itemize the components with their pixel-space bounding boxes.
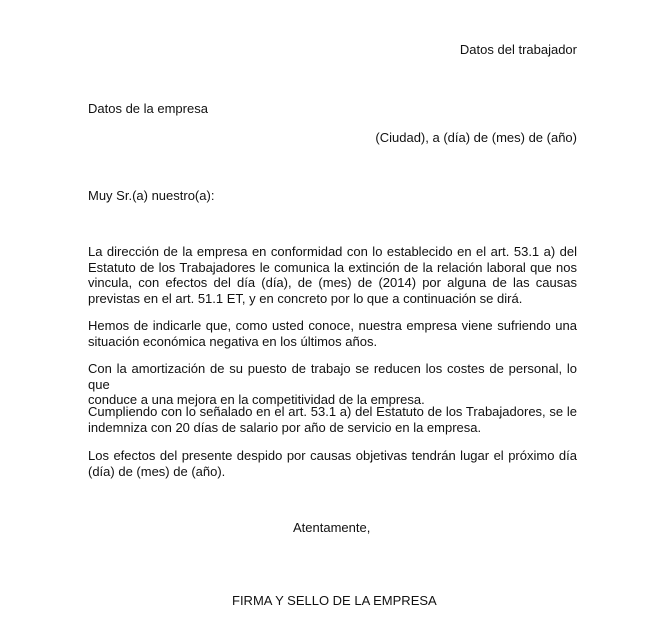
closing: Atentamente, bbox=[293, 520, 371, 535]
paragraph-line: Con la amortización de su puesto de trabajo se reducen los costes de personal, lo que bbox=[88, 361, 577, 392]
signature-line: FIRMA Y SELLO DE LA EMPRESA bbox=[232, 593, 437, 608]
paragraph-line: vincula, con efectos del día (día), de (mes) de (2014) por alguna de las causas bbox=[88, 275, 577, 290]
worker-data-header: Datos del trabajador bbox=[459, 42, 577, 57]
paragraph-line: indemniza con 20 días de salario por año de servicio en la empresa. bbox=[88, 419, 482, 435]
paragraph-line: situación económica negativa en los últimos años. bbox=[88, 333, 378, 349]
paragraph-line: (día) de (mes) de (año). bbox=[88, 463, 226, 479]
paragraph-line: La dirección de la empresa en conformidad con lo establecido en el art. 53.1 a) del bbox=[88, 244, 577, 259]
company-data-header: Datos de la empresa bbox=[88, 101, 208, 116]
body-paragraph-2 bbox=[88, 318, 577, 349]
paragraph-line: conduce a una mejora en la competitividad de la empresa. bbox=[88, 392, 425, 407]
paragraph-line: previstas en el art. 51.1 ET, y en concreto por lo que a continuación se dirá. bbox=[88, 290, 523, 306]
body-paragraph-4 bbox=[88, 404, 577, 435]
body-paragraph-3 bbox=[88, 361, 577, 408]
place-date-line: (Ciudad), a (día) de (mes) de (año) bbox=[375, 130, 577, 145]
body-paragraph-1 bbox=[88, 244, 577, 306]
greeting: Muy Sr.(a) nuestro(a): bbox=[88, 188, 215, 203]
body-paragraph-5 bbox=[88, 448, 577, 479]
paragraph-line: Estatuto de los Trabajadores le comunica la extinción de la relación laboral que nos bbox=[88, 259, 577, 275]
paragraph-line: Cumpliendo con lo señalado en el art. 53.1 a) del Estatuto de los Trabajadores, se le bbox=[88, 404, 577, 419]
paragraph-line: Los efectos del presente despido por causas objetivas tendrán lugar el próximo día bbox=[88, 448, 577, 463]
paragraph-line: Hemos de indicarle que, como usted conoce, nuestra empresa viene sufriendo una bbox=[88, 318, 577, 333]
